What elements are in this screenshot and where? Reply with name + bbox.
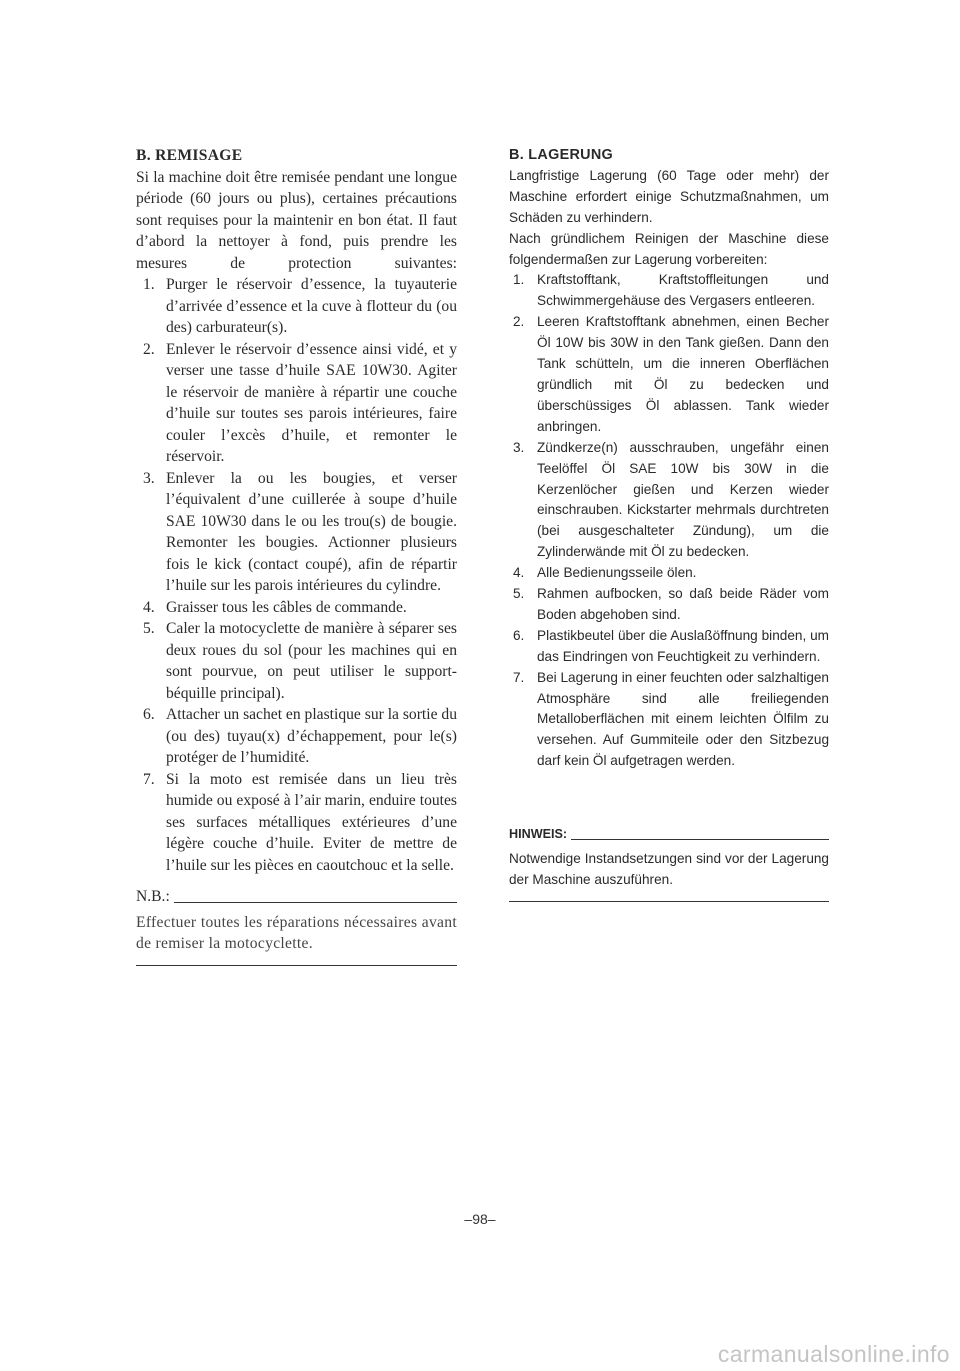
step-number: 3.	[513, 439, 525, 455]
step-item	[136, 597, 457, 619]
step-text: Kraftstofftank, Kraftstoffleitungen und Schwimmergehäuse des Vergasers entleeren.	[537, 272, 829, 309]
step-text: Plastikbeutel über die Auslaßöffnung binden, um das Eindringen von Feuchtigkeit zu verhindern.	[537, 627, 829, 664]
step-number: 3.	[143, 469, 155, 487]
step-item	[509, 270, 829, 312]
step-number: 7.	[143, 770, 155, 788]
german-column	[509, 145, 829, 902]
step-text: Attacher un sachet en plastique sur la sortie du (ou des) tuyau(x) d’échappement, pour le(s) protéger de l’humidité.	[166, 706, 457, 766]
step-number: 4.	[143, 598, 155, 616]
step-text: Enlever la ou les bougies, et verser l’équivalent d’une cuillerée à soupe d’huile SAE 10W30 dans le ou les trou(s) de bougie. Remonter les bougies. Actionner plusieurs fois le kick (contact coupé), afin de répartir l’huile sur les parois intérieures du cylindre.	[166, 469, 457, 594]
step-number: 1.	[143, 276, 155, 293]
step-text: Si la moto est remisée dans un lieu très humide ou exposé à l’air marin, enduire toutes ses surfaces métalliques extérieures d’une légère couche d’huile. Eviter de mettre de l’huile sur les pièces en caoutchouc et la selle.	[166, 770, 457, 874]
step-number: 6.	[143, 706, 155, 723]
note-bottom-divider	[136, 965, 457, 966]
step-item	[136, 339, 457, 468]
intro-paragraph-de: Langfristige Lagerung (60 Tage oder mehr) der Maschine erfordert einige Schutzmaßnahmen, um Schäden zu verhindern.	[509, 167, 829, 225]
note-header	[136, 886, 457, 908]
step-text: Leeren Kraftstofftank abnehmen, einen Becher Öl 10W bis 30W in den Tank gießen. Dann den Tank schütteln, um die inneren Oberflächen gründlich mit Öl zu bedecken und überschüssiges Öl ablassen. Tank wieder anbringen.	[537, 314, 829, 434]
intro-paragraph-fr: Si la machine doit être remisée pendant une longue période (60 jours ou plus), certaines précautions sont requises pour la maintenir en bon état. Il faut d’abord la nettoyer à fond, puis prendre les mesures de protection suivantes:	[136, 168, 457, 272]
step-item	[136, 468, 457, 597]
steps-list-de	[509, 270, 829, 772]
step-number: 5.	[513, 586, 525, 602]
step-item	[136, 769, 457, 877]
section-heading-fr: B. REMISAGE	[136, 147, 243, 164]
watermark-logo: carmanualsonline.info	[717, 1341, 950, 1367]
note-block-fr	[136, 886, 457, 966]
note-divider	[571, 839, 829, 840]
step-number: 6.	[513, 627, 525, 643]
section-heading-de: B. LAGERUNG	[509, 147, 614, 163]
note-bottom-divider	[509, 901, 829, 902]
step-number: 5.	[143, 620, 155, 637]
note-block-de	[509, 824, 829, 902]
step-text: Zündkerze(n) ausschrauben, ungefähr einen Teelöffel Öl SAE 10W bis 30W in die Kerzenlöcher gießen und Kerzen wieder einschrauben. Kickstarter mehrmals durchtreten (bei ausgeschalteter Zündung), um die Zylinderwände mit Öl zu bedecken.	[537, 439, 829, 560]
step-text: Purger le réservoir d’essence, la tuyauterie d’arrivée d’essence et la cuve à flotteur du (ou des) carburateur(s).	[166, 276, 457, 336]
step-item	[509, 563, 829, 584]
step-item	[509, 626, 829, 668]
step-text: Alle Bedienungsseile ölen.	[537, 565, 697, 581]
note-header	[509, 824, 829, 845]
intro-paragraph-de-2: Nach gründlichem Reinigen der Maschine diese folgendermaßen zur Lagerung vorbereiten:	[509, 230, 829, 267]
step-number: 2.	[513, 314, 525, 330]
step-number: 4.	[513, 565, 525, 581]
step-text: Enlever le réservoir d’essence ainsi vidé, et y verser une tasse d’huile SAE 10W30. Agiter le réservoir de manière à répartir une couche d’huile sur toutes ses parois intérieures, faire couler l’excès d’huile, et remonter le réservoir.	[166, 340, 457, 465]
step-item	[136, 274, 457, 339]
note-text-fr: Effectuer toutes les réparations nécessaires avant de remiser la motocyclette.	[136, 913, 457, 952]
page-number: –98–	[464, 1211, 496, 1227]
note-label-fr: N.B.:	[136, 888, 170, 905]
step-number: 7.	[513, 669, 525, 685]
step-item	[509, 312, 829, 437]
step-number: 1.	[513, 272, 525, 288]
step-item	[509, 584, 829, 626]
step-item	[136, 618, 457, 704]
step-number: 2.	[143, 340, 155, 358]
steps-list-fr	[136, 274, 457, 876]
note-divider	[174, 902, 457, 903]
note-text-de: Notwendige Instandsetzungen sind vor der Lagerung der Maschine auszuführen.	[509, 851, 829, 887]
step-text: Rahmen aufbocken, so daß beide Räder vom Boden abgehoben sind.	[537, 586, 829, 622]
step-item	[509, 668, 829, 773]
step-item	[509, 438, 829, 563]
step-text: Graisser tous les câbles de commande.	[166, 598, 407, 616]
step-text: Caler la motocyclette de manière à séparer ses deux roues du sol (pour les machines qui en sont pourvue, on peut utiliser le support-béquille principal).	[166, 620, 457, 702]
step-item	[136, 704, 457, 769]
step-text: Bei Lagerung in einer feuchten oder salzhaltigen Atmosphäre sind alle freiliegenden Metalloberflächen mit einem leichten Ölfilm zu versehen. Auf Gummiteile oder den Sitzbezug darf kein Öl aufgetragen werden.	[537, 669, 829, 769]
french-column	[136, 145, 457, 966]
note-label-de: HINWEIS:	[509, 827, 568, 842]
